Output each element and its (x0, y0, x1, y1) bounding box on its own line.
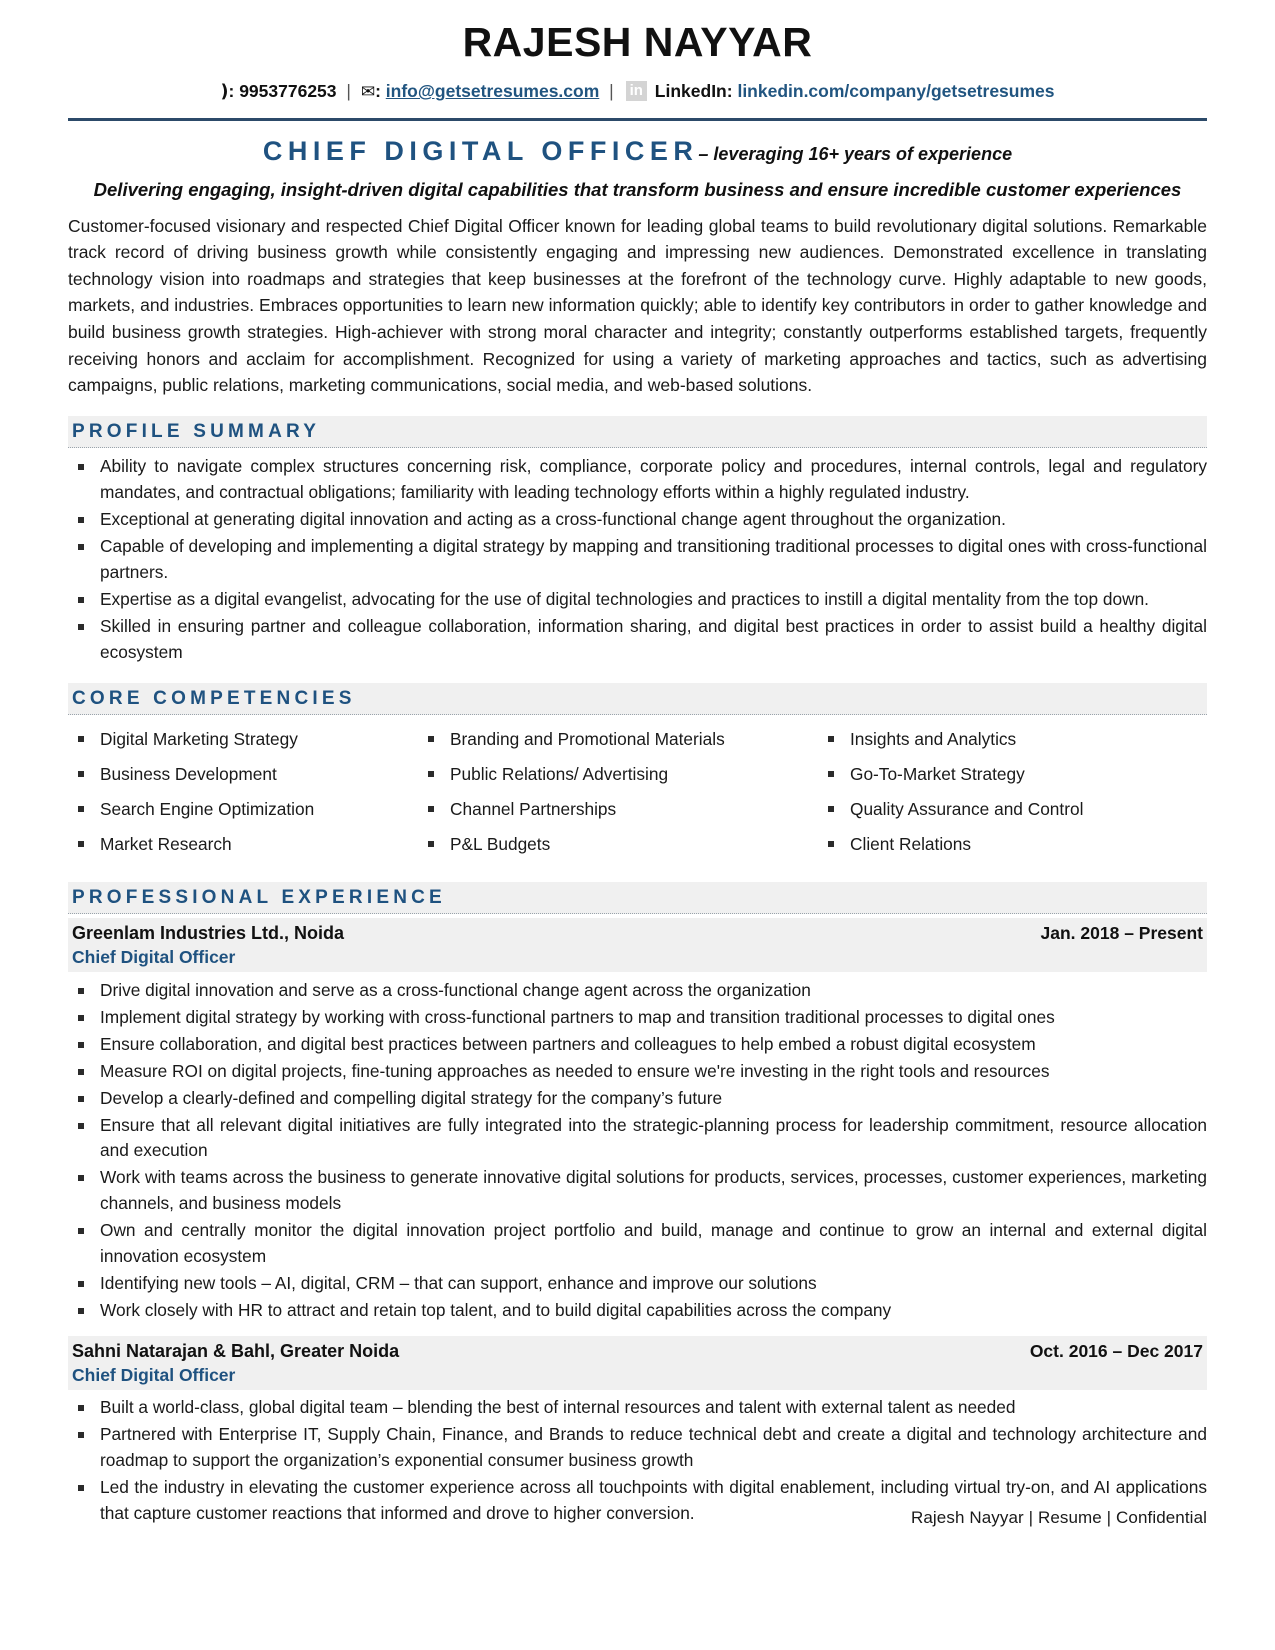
list-item: Own and centrally monitor the digital innovation project portfolio and build, manage and continue to grow an internal and external digital innovation ecosystem (68, 1218, 1207, 1270)
section-header-core-competencies (68, 683, 1207, 715)
email-link[interactable]: info@getsetresumes.com (385, 81, 600, 102)
experience-bullet-list (68, 978, 1207, 1324)
list-item: P&L Budgets (418, 830, 818, 865)
list-item: Ability to navigate complex structures concerning risk, compliance, corporate policy and procedures, internal controls, legal and regulatory mandates, and contractual obligations; familiarity with leading technology efforts within a highly regulated industry. (68, 454, 1207, 506)
list-item: Exceptional at generating digital innovation and acting as a cross-functional change agent throughout the organization. (68, 507, 1207, 533)
section-title: PROFESSIONAL EXPERIENCE (72, 886, 446, 908)
headline-role: CHIEF DIGITAL OFFICER (262, 136, 699, 167)
section-title: PROFILE SUMMARY (72, 421, 321, 443)
envelope-icon: ✉ (360, 82, 376, 103)
list-item: Business Development (68, 760, 418, 795)
list-item: Expertise as a digital evangelist, advocating for the use of digital technologies and practices to instill a digital mentality from the top down. (68, 587, 1207, 613)
list-item: Ensure that all relevant digital initiatives are fully integrated into the strategic-planning process for leadership commitment, resource allocation and execution (68, 1113, 1207, 1165)
contact-separator-1: | (346, 81, 351, 102)
list-item: Partnered with Enterprise IT, Supply Chain, Finance, and Brands to reduce technical debt and create a digital and technology architecture and roadmap to support the organization’s exponential consumer business growth (68, 1422, 1207, 1474)
company-name: Greenlam Industries Ltd., Noida (72, 922, 345, 943)
experience-bullet-list (68, 1395, 1207, 1527)
competency-column (818, 725, 1207, 865)
list-item: Market Research (68, 830, 418, 865)
section-title: CORE COMPETENCIES (72, 687, 356, 709)
list-item: Measure ROI on digital projects, fine-tuning approaches as needed to ensure we're investing in the right tools and resources (68, 1059, 1207, 1085)
list-item: Drive digital innovation and serve as a cross-functional change agent across the organization (68, 978, 1207, 1004)
linkedin-icon: in (626, 81, 647, 101)
phone-label: : (228, 81, 235, 102)
list-item: Public Relations/ Advertising (418, 760, 818, 795)
phone-number: 9953776253 (239, 81, 337, 102)
core-competencies-grid (68, 725, 1207, 865)
phone-icon: ) (220, 82, 229, 103)
employment-dates: Oct. 2016 – Dec 2017 (1029, 1341, 1203, 1362)
list-item: Branding and Promotional Materials (418, 725, 818, 760)
email-label: : (375, 81, 381, 102)
list-item: Quality Assurance and Control (818, 795, 1207, 830)
experience-entry (68, 1336, 1207, 1527)
list-item: Digital Marketing Strategy (68, 725, 418, 760)
page-footer: Rajesh Nayyar | Resume | Confidential (911, 1508, 1207, 1527)
list-item: Skilled in ensuring partner and colleague collaboration, information sharing, and digital best practices in order to assist build a healthy digital ecosystem (68, 614, 1207, 666)
list-item: Ensure collaboration, and digital best practices between partners and colleagues to help embed a robust digital ecosystem (68, 1032, 1207, 1058)
list-item: Work closely with HR to attract and retain top talent, and to build digital capabilities across the company (68, 1298, 1207, 1324)
linkedin-url-link[interactable]: linkedin.com/company/getsetresumes (737, 81, 1055, 102)
list-item: Go-To-Market Strategy (818, 760, 1207, 795)
list-item: Identifying new tools – AI, digital, CRM – that can support, enhance and improve our solutions (68, 1271, 1207, 1297)
section-header-professional-experience (68, 882, 1207, 914)
list-item: Capable of developing and implementing a digital strategy by mapping and transitioning traditional processes to digital ones with cross-functional partners. (68, 534, 1207, 586)
section-header-profile-summary (68, 416, 1207, 448)
list-item: Search Engine Optimization (68, 795, 418, 830)
candidate-name: RAJESH NAYYAR (462, 19, 813, 65)
contact-line (68, 80, 1207, 104)
contact-separator-2: | (609, 81, 614, 102)
job-title: Chief Digital Officer (72, 1365, 236, 1386)
competency-column (418, 725, 818, 865)
headline-tagline: Delivering engaging, insight-driven digital capabilities that transform business and ensure incredible customer experiences (93, 178, 1182, 200)
list-item: Built a world-class, global digital team – blending the best of internal resources and talent with external talent as needed (68, 1395, 1207, 1421)
linkedin-label: LinkedIn: (654, 81, 733, 102)
list-item: Implement digital strategy by working with cross-functional partners to map and transition traditional processes to digital ones (68, 1005, 1207, 1031)
list-item: Channel Partnerships (418, 795, 818, 830)
experience-entry (68, 918, 1207, 1324)
resume-header (68, 0, 1207, 121)
competency-column (68, 725, 418, 865)
header-divider (68, 118, 1207, 121)
headline-experience-tag: – leveraging 16+ years of experience (698, 144, 1013, 165)
list-item: Led the industry in elevating the customer experience across all touchpoints with digital enablement, including virtual try-on, and AI applications that capture customer reactions that informed and drove to higher conversion. (68, 1475, 1207, 1527)
list-item: Develop a clearly-defined and compelling digital strategy for the company’s future (68, 1086, 1207, 1112)
experience-entry-header (68, 1336, 1207, 1390)
summary-paragraph: Customer-focused visionary and respected Chief Digital Officer known for leading global teams to build revolutionary digital solutions. Remarkable track record of driving business growth while consistently engaging and impressing new audiences. Demonstrated excellence in translating technology vision into roadmaps and strategies that keep businesses at the forefront of the technology curve. Highly adaptable to new goods, markets, and industries. Embraces opportunities to learn new information quickly; able to identify key contributors in order to gather knowledge and build business growth strategies. High-achiever with strong moral character and integrity; constantly outperforms established targets, frequently receiving honors and acclaim for accomplishment. Recognized for using a variety of marketing approaches and tactics, such as advertising campaigns, public relations, marketing communications, social media, and web-based solutions. (68, 215, 1207, 396)
experience-entry-header (68, 918, 1207, 972)
list-item: Insights and Analytics (818, 725, 1207, 760)
list-item: Work with teams across the business to generate innovative digital solutions for products, services, processes, customer experiences, marketing channels, and business models (68, 1165, 1207, 1217)
company-name: Sahni Natarajan & Bahl, Greater Noida (72, 1341, 400, 1362)
headline-row (68, 135, 1207, 167)
profile-summary-list (68, 454, 1207, 666)
job-title: Chief Digital Officer (72, 946, 236, 967)
list-item: Client Relations (818, 830, 1207, 865)
employment-dates: Jan. 2018 – Present (1040, 922, 1203, 943)
